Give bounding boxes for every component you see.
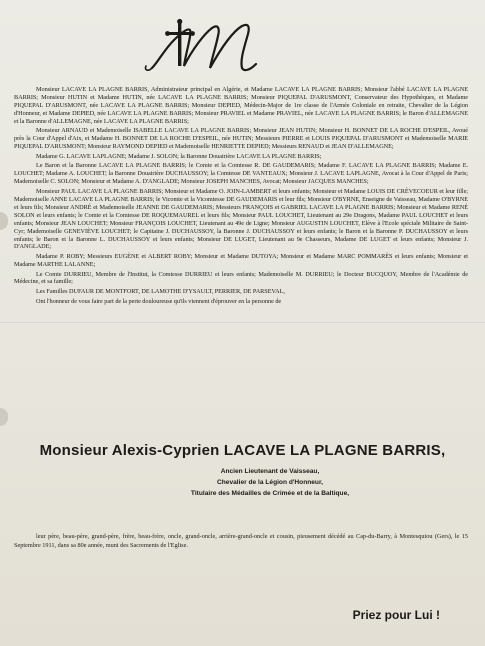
closing-paragraph [14, 533, 468, 550]
paragraph-grand-nephews: Monsieur PAUL LACAVE LA PLAGNE BARRIS; Monsieur et Madame O. JOIN-LAMBERT et leurs enfants; Monsieur et Madame LOUIS DE CRÈVECOEUR et leur fille; Mademoiselle ANNE LACAVE LA PLAGNE BARRIS; le Vicomte et la Vicomtesse DE GAUDEMARIS et leur fils; Monsieur O'BYRNE, Enseigne de Vaisseau, Madame O'BYRNE et leurs fils; Monsieur ANDRÉ et Mademoiselle JEANNE DE GAUDEMARIS; Messieurs FRANÇOIS et GABRIEL LACAVE LA PLAGNE BARRIS; Monsieur et Madame RENÉ SOLON et leurs enfants; le Comte et la Comtesse DE ROQUEMAUREL et leurs fils; Monsieur PAUL LOUCHET, Lieutenant au 29e Dragons, Madame PAUL LOUCHET et leurs enfants; Monsieur JEAN LOUCHET; Monsieur FRANÇOIS LOUCHET, Lieutenant au 49e de Ligne; Monsieur AUGUSTIN LOUCHET, Elève à l'Ecole spéciale Militaire de Saint-Cyr; Mademoiselle GENEVIÈVE LOUCHET; le Capitaine J. DUCHAUSSOY, la Baronne J. DUCHAUSSOY et leurs enfants; le Baron et la Baronne P. DUCHAUSSOY et leurs enfants; le Baron et la Baronne L. DUCHAUSSOY et leurs enfants; Monsieur DE LUGET, Lieutenant au 9e Chasseurs, Madame DE LUGET et leurs enfants; Monsieur J. D'ANGLADE; [14, 187, 468, 251]
deceased-name: Monsieur Alexis-Cyprien LACAVE LA PLAGNE BARRIS, [39, 442, 446, 459]
paragraph-immediate-family: Monsieur LACAVE LA PLAGNE BARRIS, Administrateur principal en Algérie, et Madame LACAVE LA PLAGNE BARRIS; Monsieur l'abbé LACAVE LA PLAGNE BARRIS; Monsieur HUTIN et Madame HUTIN, née LACAVE LA PLAGNE BARRIS; Monsieur PIQUEPAL D'ARUSMONT, Conservateur des Hypothèques, et Madame PIQUEPAL D'ARUSMONT, née LACAVE LA PLAGNE BARRIS; Monsieur DEPIED, Médecin-Major de 1re classe de l'Armée Coloniale en retraite, Chevalier de la Légion d'Honneur, et Madame DEPIED, née LACAVE LA PLAGNE BARRIS; Monsieur PRAVIEL et Madame PRAVIEL, née LACAVE LA PLAGNE BARRIS; le Baron d'ALLEMAGNE et la Baronne d'ALLEMAGNE, née LACAVE LA PLAGNE BARRIS; [14, 86, 468, 125]
paragraph-families: Les Familles DUFAUR DE MONTFORT, DE LAMOTHE D'YSAULT, PERRIER, DE PARSEVAL, [36, 288, 285, 296]
title-line: Titulaire des Médailles de Crimée et de la Baltique, [190, 490, 350, 497]
prayer-line: Priez pour Lui ! [352, 608, 440, 622]
punch-hole-mark [0, 408, 8, 426]
family-announcement [14, 86, 468, 307]
punch-hole-mark [0, 212, 8, 230]
title-line: Chevalier de la Légion d'Honneur, [217, 479, 323, 486]
paragraph-durrieu: Le Comte DURRIEU, Membre de l'Institut, la Comtesse DURRIEU et leurs enfants; Mademoiselle M. DURRIEU; le Docteur BUCQUOY, Membre de l'Académie de Médecine, et sa famille; [14, 270, 468, 286]
paper-fold [0, 322, 485, 323]
paragraph-grandchildren: Monsieur ARNAUD et Mademoiselle ISABELLE LACAVE LA PLAGNE BARRIS; Monsieur JEAN HUTIN; Monsieur H. BONNET DE LA ROCHE D'ESPEIL, Avoué près la Cour d'Appel d'Aix, et Madame H. BONNET DE LA ROCHE D'ESPEIL, née HUTIN; Messieurs PIERRE et LOUIS PIQUEPAL D'ARUSMONT et Mademoiselle MARIE PIQUEPAL D'ARUSMONT; Monsieur RAYMOND DEPIED et Mademoiselle HENRIETTE DEPIED; Messieurs RENAUD et JEAN D'ALLEMAGNE; [14, 127, 468, 151]
title-line: Ancien Lieutenant de Vaisseau, [220, 468, 320, 475]
paragraph-cousins: Madame P. ROBY; Messieurs EUGÈNE et ALBERT ROBY; Monsieur et Madame DUTOYA; Monsieur et Madame MARC POMMARÈS et leurs enfants; Monsieur et Madame MARTHE LALANNE; [14, 253, 468, 268]
paragraph-sisters-in-law: Madame G. LACAVE LAPLAGNE; Madame J. SOLON; la Baronne Douairière LACAVE LA PLAGNE BARRIS; [36, 152, 322, 160]
closing-text: leur père, beau-père, grand-père, frère, beau-frère, oncle, grand-oncle, arrière-grand-oncle et cousin, pieusement décédé au Cap-du-Barry, à Montesquiou (Gers), le 15 Septembre 1911, dans sa 80e année, muni des Sacrements de l'Eglise. [14, 533, 468, 549]
cross-monogram-icon [138, 14, 262, 78]
deceased-titles [120, 466, 420, 499]
paragraph-nephews-nieces: Le Baron et la Baronne LACAVE LA PLAGNE BARRIS; le Comte et la Comtesse R. DE GAUDEMARIS; Madame F. LACAVE LA PLAGNE BARRIS; Madame E. LOUCHET; Madame A. LOUCHET; la Baronne Douairière DUCHAUSSOY; la Comtesse DE VANTEAUX; Monsieur J. LACAVE LAPLAGNE, Avocat à la Cour d'Appel de Paris; Mademoiselle C. SOLON; Monsieur et Madame A. D'ANGLADE; Monsieur JOSEPH MANCHES, Avocat; Monsieur JACQUES MANCHES; [14, 162, 468, 186]
paragraph-honor: Ont l'honneur de vous faire part de la perte douloureuse qu'ils viennent d'éprouver en la personne de [36, 297, 282, 305]
